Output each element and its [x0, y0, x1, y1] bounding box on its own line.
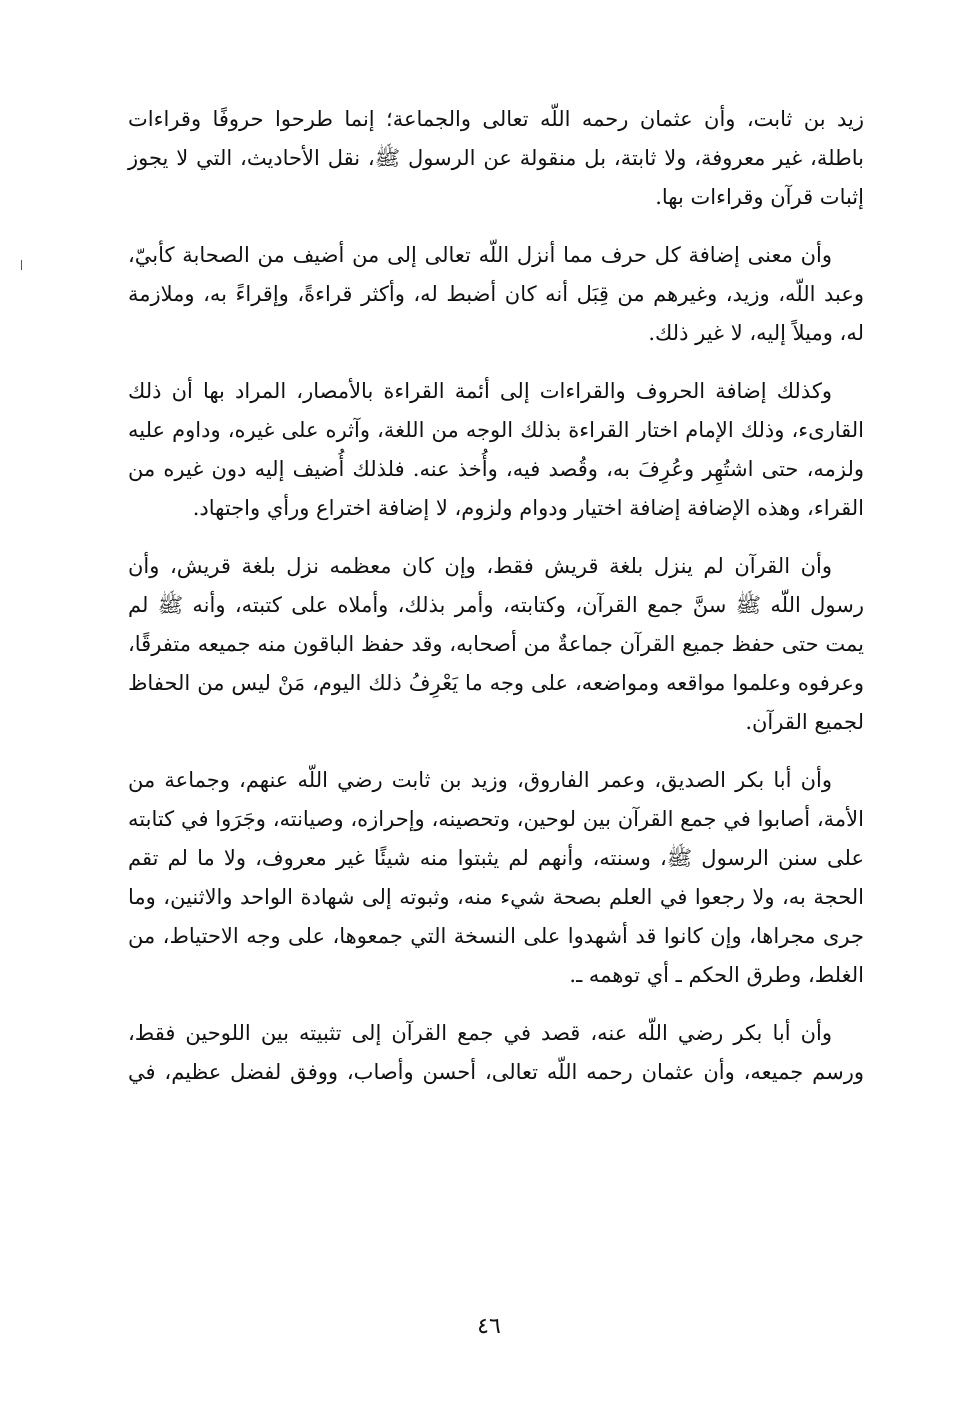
- paragraph-4: وأن القرآن لم ينزل بلغة قريش فقط، وإن كان معظمه نزل بلغة قريش، وأن رسول اللّه ﷺ سنَّ جمع القرآن، وكتابته، وأمر بذلك، وأملاه على كتبته، وأنه ﷺ لم يمت حتى حفظ جميع القرآن جماعةٌ من أصحابه، وقد حفظ الباقون منه جميعه متفرقًا، وعرفوه وعلموا مواقعه ومواضعه، على وجه ما يَعْرِفُ ذلك اليوم، مَنْ ليس من الحفاظ لجميع القرآن.: [128, 554, 864, 734]
- paragraph-1: زيد بن ثابت، وأن عثمان رحمه اللّه تعالى والجماعة؛ إنما طرحوا حروفًا وقراءات باطلة، غير معروفة، ولا ثابتة، بل منقولة عن الرسول ﷺ، نقل الأحاديث، التي لا يجوز إثبات قرآن وقراءات بها.: [128, 107, 864, 209]
- body-text: [128, 100, 864, 1111]
- page-number: ٤٦: [477, 1314, 501, 1339]
- paragraph-6: وأن أبا بكر رضي اللّه عنه، قصد في جمع القرآن إلى تثبيته بين اللوحين فقط، ورسم جميعه، وأن عثمان رحمه اللّه تعالى، أحسن وأصاب، ووفق لفضل عظيم، في: [128, 1021, 864, 1084]
- scan-edge-mark: [21, 260, 22, 270]
- paragraph-5: وأن أبا بكر الصديق، وعمر الفاروق، وزيد بن ثابت رضي اللّه عنهم، وجماعة من الأمة، أصابوا في جمع القرآن بين لوحين، وتحصينه، وإحرازه، وصيانته، وجَرَوا في كتابته على سنن الرسول ﷺ، وسنته، وأنهم لم يثبتوا منه شيئًا غير معروف، ولا ما لم تقم الحجة به، ولا رجعوا في العلم بصحة شيء منه، وثبوته إلى شهادة الواحد والاثنين، وما جرى مجراها، وإن كانوا قد أشهدوا على النسخة التي جمعوها، على وجه الاحتياط، من الغلط، وطرق الحكم ـ أي توهمه ـ.: [128, 768, 864, 987]
- paragraph-2: وأن معنى إضافة كل حرف مما أنزل اللّه تعالى إلى من أضيف من الصحابة كأبيّ، وعبد اللّه، وزيد، وغيرهم من قِبَل أنه كان أضبط له، وأكثر قراءةً، وإقراءً به، وملازمة له، وميلاً إليه، لا غير ذلك.: [128, 243, 864, 345]
- paragraph-3: وكذلك إضافة الحروف والقراءات إلى أئمة القراءة بالأمصار، المراد بها أن ذلك القارىء، وذلك الإمام اختار القراءة بذلك الوجه من اللغة، وآثره على غيره، وداوم عليه ولزمه، حتى اشتُهِر وعُرِفَ به، وقُصد فيه، وأُخذ عنه. فلذلك أُضيف إليه دون غيره من القراء، وهذه الإضافة إضافة اختيار ودوام ولزوم، لا إضافة اختراع ورأي واجتهاد.: [128, 379, 864, 520]
